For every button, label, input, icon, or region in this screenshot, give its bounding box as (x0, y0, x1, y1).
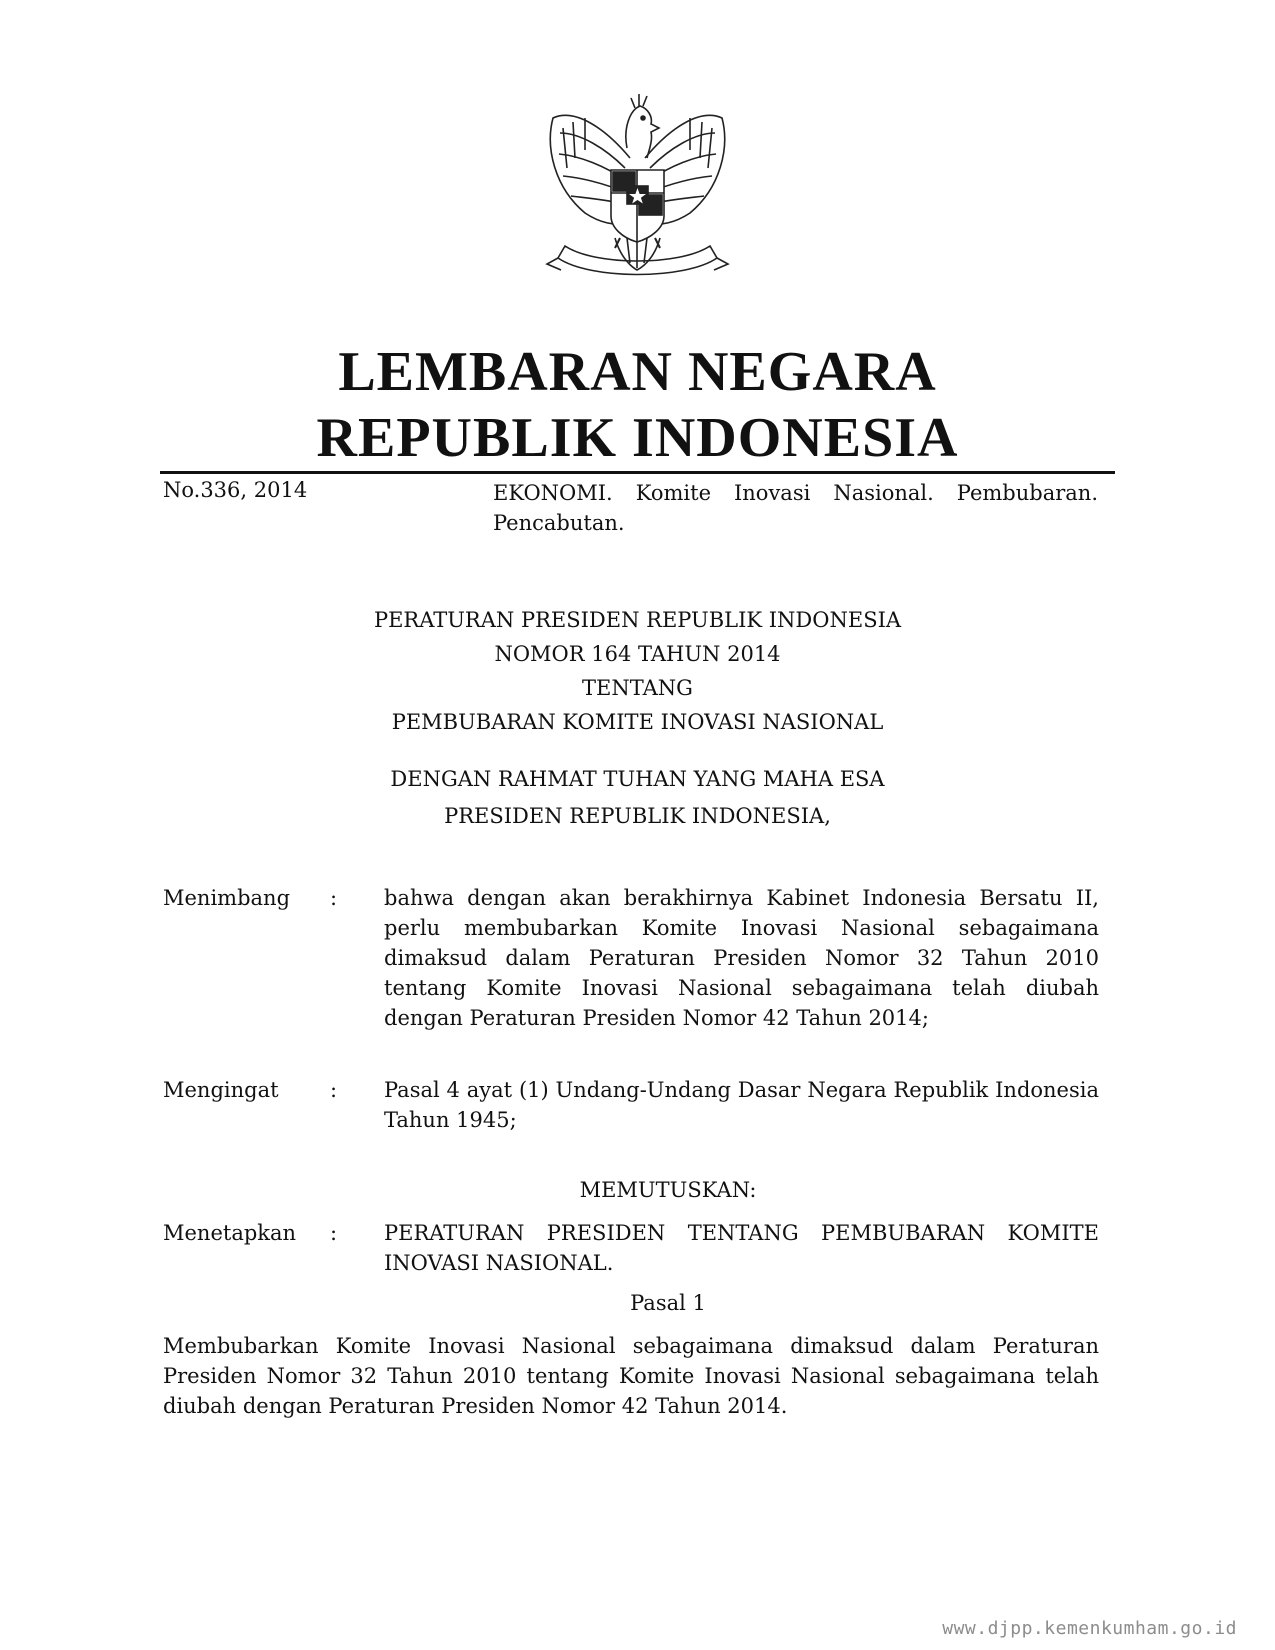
mengingat-colon: : (330, 1078, 338, 1102)
invocation-line-1: DENGAN RAHMAT TUHAN YANG MAHA ESA (390, 767, 885, 791)
menetapkan-label: Menetapkan (163, 1221, 297, 1245)
menimbang-label: Menimbang (163, 886, 291, 910)
invocation-line-2: PRESIDEN REPUBLIK INDONESIA, (444, 804, 831, 828)
masthead-line-2: REPUBLIK INDONESIA (316, 407, 959, 469)
sheet-number: No.336, 2014 (163, 478, 308, 502)
source-watermark: www.djpp.kemenkumham.go.id (942, 1618, 1237, 1639)
title-line-3: TENTANG (582, 676, 693, 700)
menimbang-colon: : (330, 886, 338, 910)
menimbang-text: bahwa dengan akan berakhirnya Kabinet Indonesia Bersatu II, perlu membubarkan Komite Inovasi Nasional sebagaimana dimaksud dalam Peraturan Presiden Nomor 32 Tahun 2010 tentang Komite Inovasi Nasional sebagaimana telah diubah dengan Peraturan Presiden Nomor 42 Tahun 2014; (384, 886, 1099, 1030)
pasal-1-text: Membubarkan Komite Inovasi Nasional sebagaimana dimaksud dalam Peraturan Presiden Nomor 32 Tahun 2010 tentang Komite Inovasi Nasional sebagaimana telah diubah dengan Peraturan Presiden Nomor 42 Tahun 2014. (163, 1334, 1099, 1418)
mengingat-label: Mengingat (163, 1078, 279, 1102)
decision-heading: MEMUTUSKAN: (579, 1178, 757, 1202)
masthead-line-1: LEMBARAN NEGARA (338, 341, 937, 403)
title-line-2: NOMOR 164 TAHUN 2014 (494, 642, 781, 666)
title-line-1: PERATURAN PRESIDEN REPUBLIK INDONESIA (373, 608, 902, 632)
mengingat-text: Pasal 4 ayat (1) Undang-Undang Dasar Negara Republik Indonesia Tahun 1945; (384, 1078, 1099, 1132)
menetapkan-text: PERATURAN PRESIDEN TENTANG PEMBUBARAN KOMITE INOVASI NASIONAL. (384, 1221, 1099, 1275)
menetapkan-colon: : (330, 1221, 338, 1245)
sheet-summary: EKONOMI. Komite Inovasi Nasional. Pembubaran. Pencabutan. (493, 481, 1098, 535)
title-line-4: PEMBUBARAN KOMITE INOVASI NASIONAL (391, 710, 884, 734)
pasal-1-heading: Pasal 1 (630, 1291, 706, 1315)
garuda-pancasila-emblem-icon (535, 88, 740, 288)
masthead-divider (160, 471, 1115, 474)
